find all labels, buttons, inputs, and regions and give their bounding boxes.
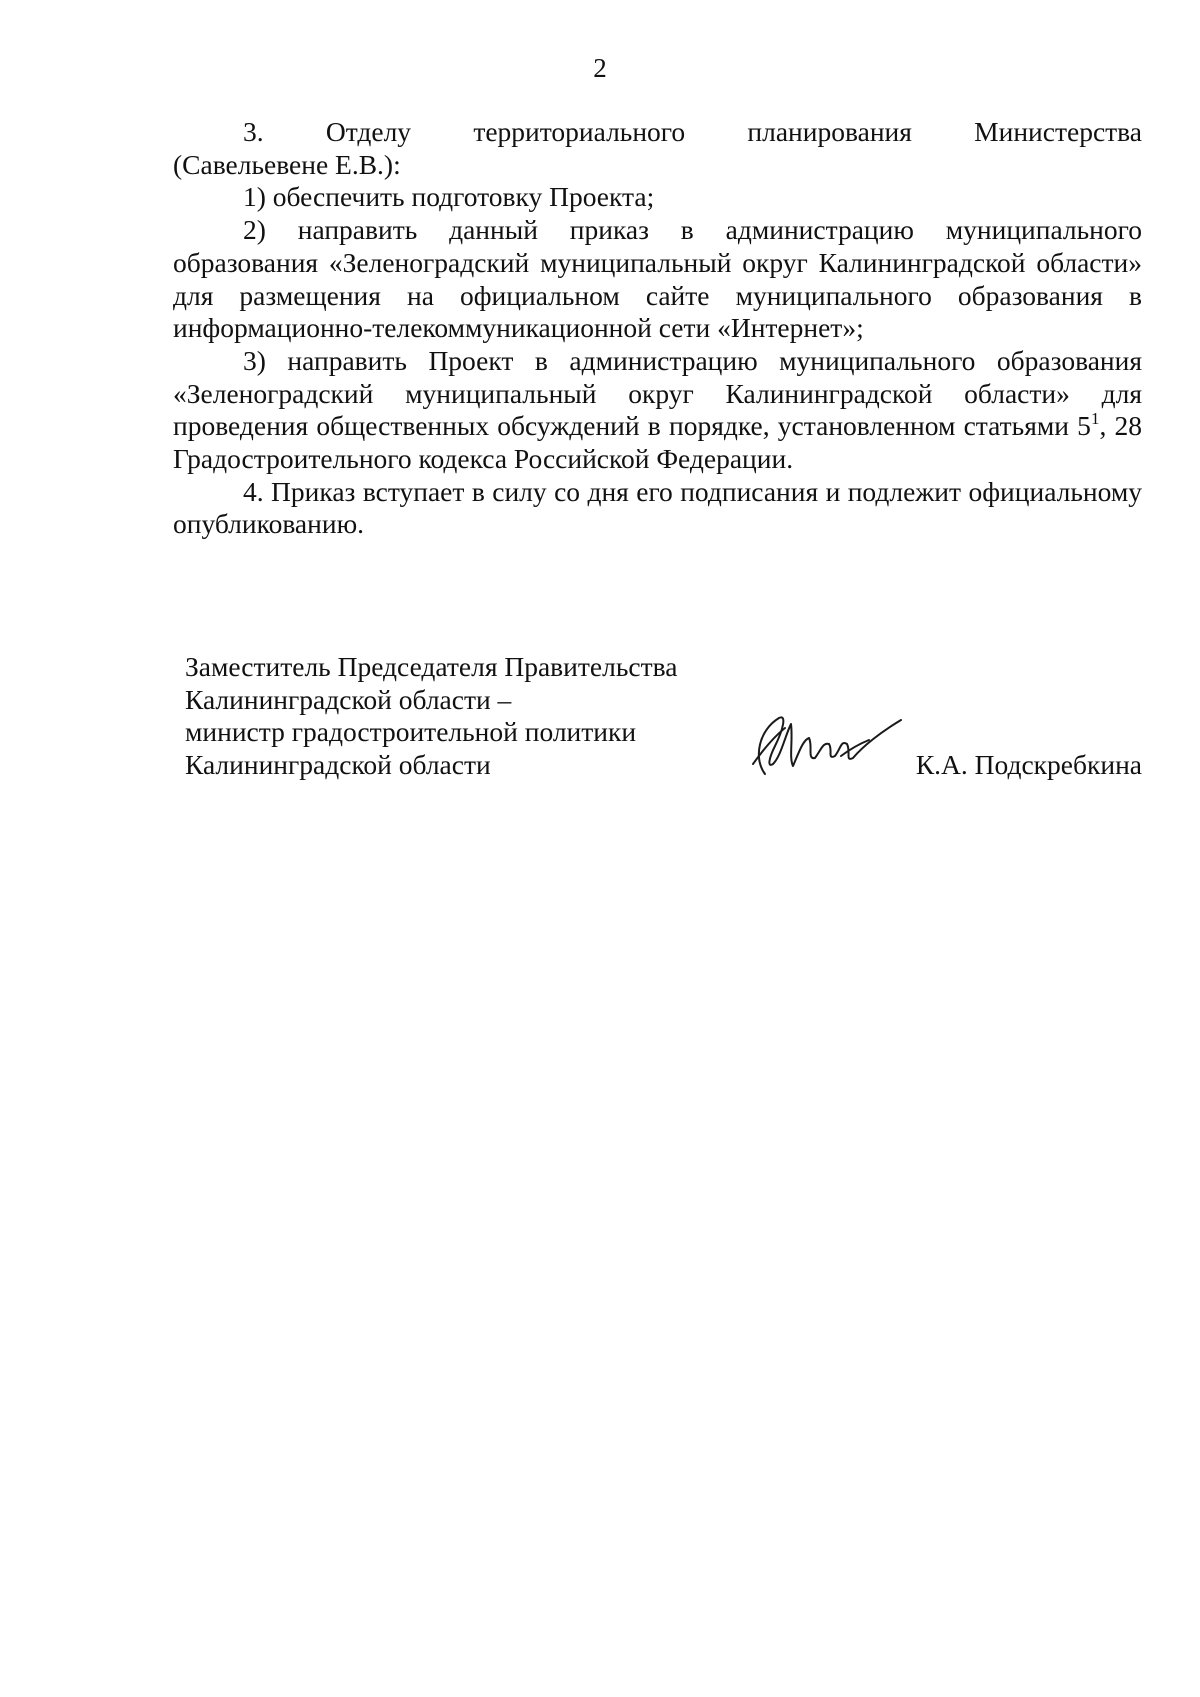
item-3-text: 3) направить Проект в администрацию муниципального образования «Зеленоградский муниципальный округ Калининградской области» для проведения общественных обсуждений в порядке, установленном статьями 5 xyxy=(173,344,1142,442)
item-3-superscript: 1 xyxy=(1090,409,1100,429)
item-2: 2) направить данный приказ в администрацию муниципального образования «Зеленоградский муниципальный округ Калининградской области» для размещения на официальном сайте муниципального образования в информационно-телекоммуникационной сети «Интернет»; xyxy=(173,214,1142,344)
p3-word-4: Министерства xyxy=(974,116,1142,147)
position-line: Калининградской области – xyxy=(185,683,512,715)
item-3 xyxy=(173,345,1142,476)
position-line: Калининградской области xyxy=(185,748,491,780)
paragraph-3-first-line xyxy=(173,116,1142,149)
item-3-tail: , 28 Градостроительного кодекса Российской Федерации. xyxy=(173,410,1143,475)
p3-word-3: планирования xyxy=(747,116,912,147)
position-line: министр градостроительной политики xyxy=(185,716,637,747)
item-1: 1) обеспечить подготовку Проекта; xyxy=(243,181,655,213)
position-line: Заместитель Председателя Правительства xyxy=(185,651,678,682)
paragraph-3-second-line: (Савельевене Е.В.): xyxy=(173,148,401,180)
document-body xyxy=(173,116,1142,541)
signer-name: К.А. Подскребкина xyxy=(915,749,1142,780)
p3-word-1: 3. Отделу xyxy=(243,116,412,147)
handwritten-signature xyxy=(745,706,905,788)
paragraph-4: 4. Приказ вступает в силу со дня его подписания и подлежит официальному опубликованию. xyxy=(173,475,1142,540)
signatory-position xyxy=(185,651,745,781)
p3-word-2: территориального xyxy=(473,116,686,147)
page-number: 2 xyxy=(593,53,607,83)
